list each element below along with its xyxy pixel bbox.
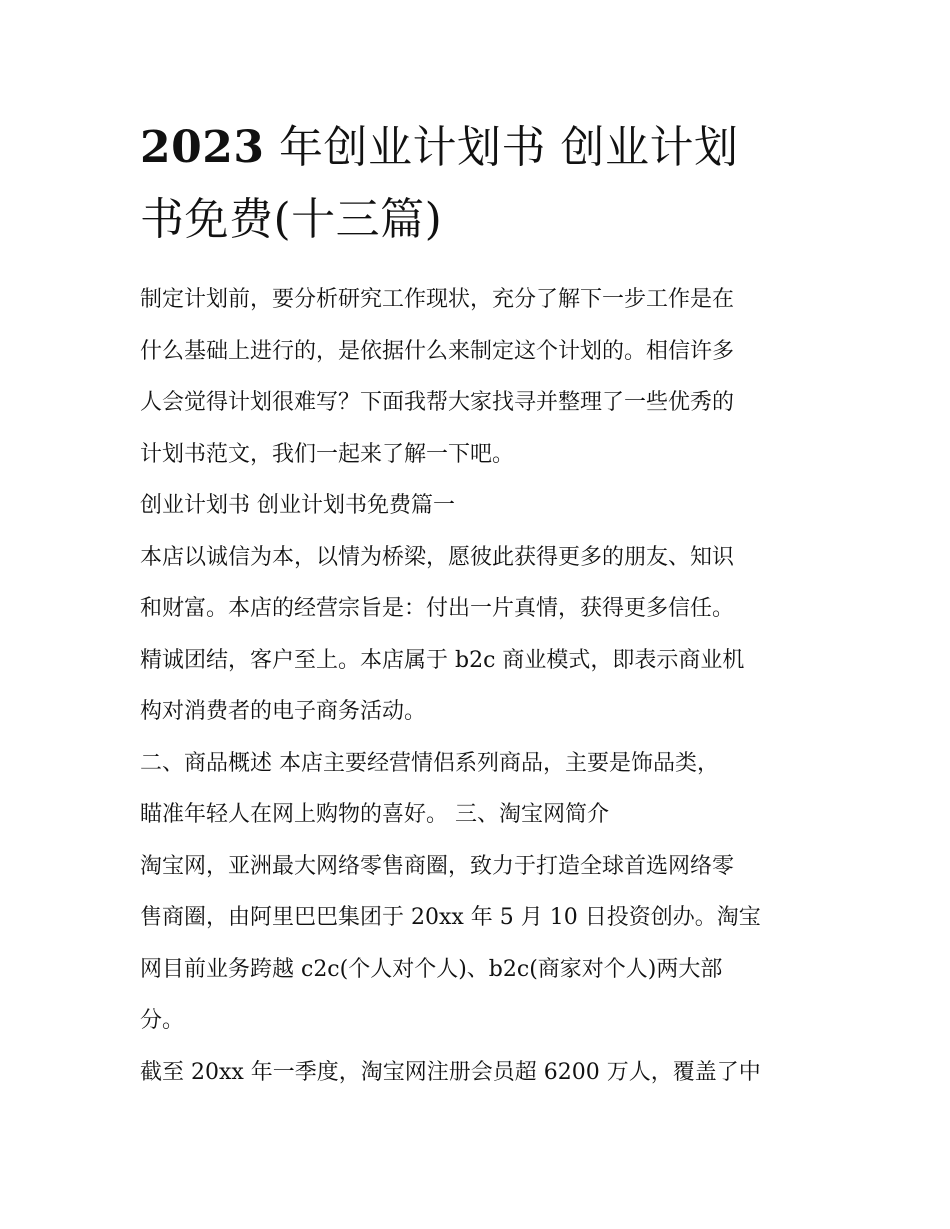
text-line: 瞄准年轻人在网上购物的喜好。 三、淘宝网简介	[140, 802, 609, 827]
title-line1-rest: 年创业计划书 创业计划	[264, 122, 739, 173]
text-line: 构对消费者的电子商务活动。	[140, 699, 427, 724]
paragraph-taobao-stats	[140, 1047, 820, 1099]
paragraph-intro	[140, 274, 820, 480]
paragraph-product-overview	[140, 738, 820, 841]
section-heading	[140, 480, 820, 532]
document-title	[140, 112, 820, 256]
text-line: 创业计划书 创业计划书免费篇一	[140, 493, 455, 518]
text-line: 二、商品概述 本店主要经营情侣系列商品，主要是饰品类，	[140, 750, 719, 776]
document-body	[140, 274, 820, 1098]
text-line: 网目前业务跨越 c2c(个人对个人)、b2c(商家对个人)两大部	[140, 956, 723, 982]
text-line: 计划书范文，我们一起来了解一下吧。	[140, 441, 515, 467]
text-line: 售商圈，由阿里巴巴集团于 20xx 年 5 月 10 日投资创办。淘宝	[140, 905, 761, 930]
text-line: 淘宝网，亚洲最大网络零售商圈，致力于打造全球首选网络零	[140, 853, 735, 879]
text-line: 制定计划前，要分析研究工作现状，充分了解下一步工作是在	[140, 287, 735, 312]
text-line: 本店以诚信为本，以情为桥梁，愿彼此获得更多的朋友、知识	[140, 544, 735, 570]
text-line: 什么基础上进行的，是依据什么来制定这个计划的。相信许多	[140, 338, 735, 364]
title-year: 2023	[140, 122, 265, 173]
text-line: 人会觉得计划很难写？下面我帮大家找寻并整理了一些优秀的	[140, 390, 735, 415]
text-line: 和财富。本店的经营宗旨是：付出一片真情，获得更多信任。	[140, 596, 735, 621]
title-line2: 书免费(十三篇)	[140, 194, 443, 245]
paragraph-store-mission	[140, 532, 820, 738]
text-line: 截至 20xx 年一季度，淘宝网注册会员超 6200 万人，覆盖了中	[140, 1059, 761, 1085]
paragraph-taobao-intro	[140, 841, 820, 1047]
text-line: 精诚团结，客户至上。本店属于 b2c 商业模式，即表示商业机	[140, 647, 745, 673]
text-line: 分。	[140, 1008, 185, 1033]
